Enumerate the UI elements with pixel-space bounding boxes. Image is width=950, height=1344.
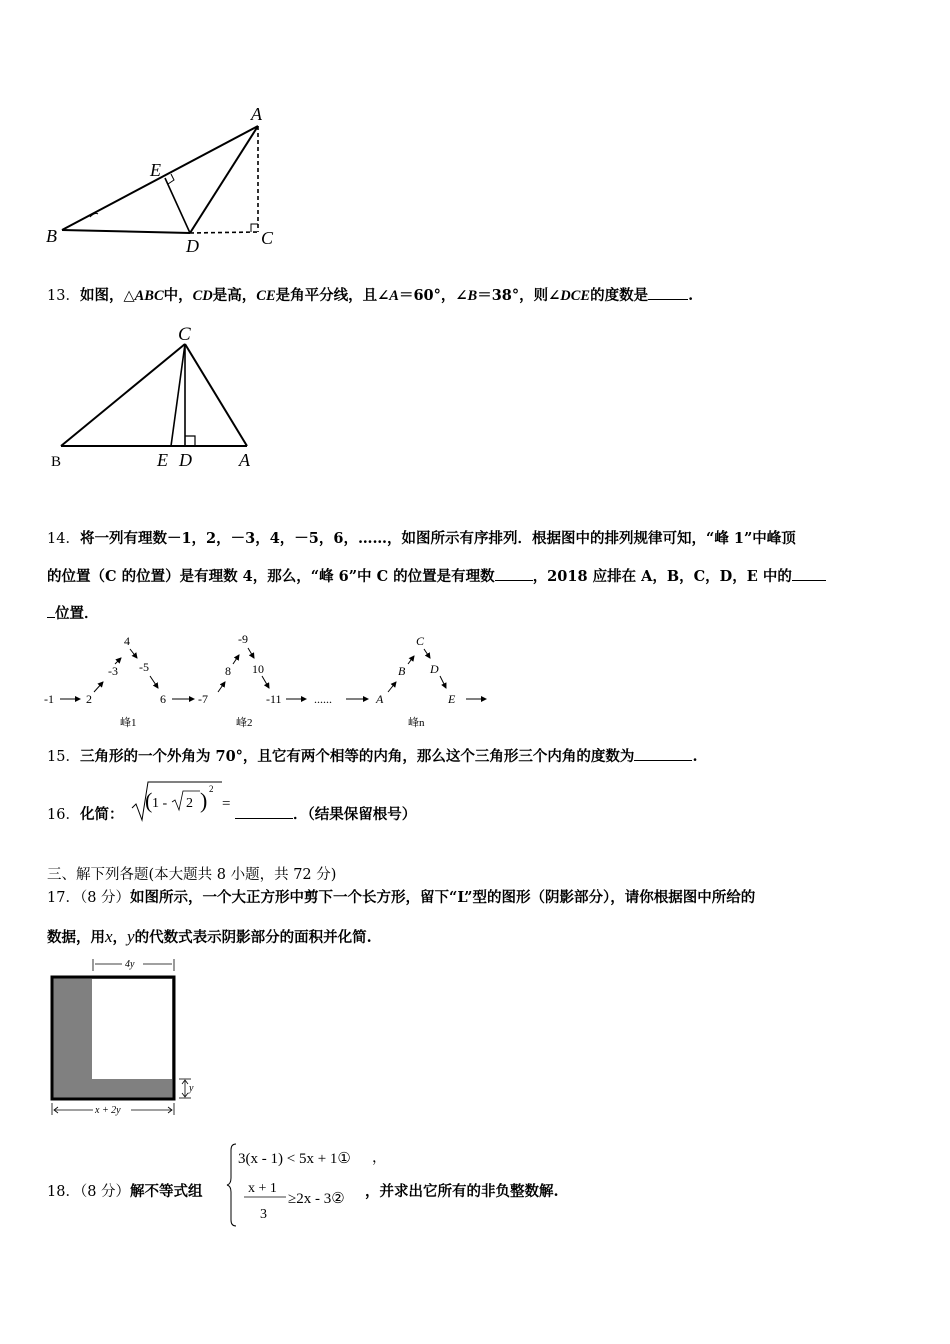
question-16-tail xyxy=(235,804,416,826)
fig14-p1-4: 4 xyxy=(124,634,130,648)
question-17-line-2 xyxy=(47,926,372,949)
fig14-pn-a: A xyxy=(376,692,384,706)
question-18-tail: ，并求出它所有的非负整数解. xyxy=(365,1183,559,1200)
fig12-label-d: D xyxy=(186,236,199,256)
fig13-label-a: A xyxy=(239,450,250,470)
q13-text-5: ＝60°，∠ xyxy=(398,287,468,304)
fig14-caption-2: 峰2 xyxy=(236,717,253,729)
q13-ce: CE xyxy=(256,288,276,304)
q13-text-4: 是角平分线，且∠ xyxy=(275,287,390,304)
fig14-p2-n11: -11 xyxy=(266,692,282,706)
fig12-label-b: B xyxy=(46,226,57,246)
q14-answer-blank-2a xyxy=(792,566,826,581)
fig14-p1-6: 6 xyxy=(160,692,166,706)
q13-b: B xyxy=(467,288,478,304)
fig14-mid: -7 xyxy=(198,692,208,706)
q18-points: （8 分） xyxy=(79,1184,131,1200)
q18-fraction-num: x + 1 xyxy=(248,1181,277,1196)
q13-text-7: 的度数是 xyxy=(590,287,649,304)
fig17-right-label: y xyxy=(189,1083,194,1094)
q18-inequality-2-rhs: ≥2x - 3② xyxy=(288,1191,345,1207)
fig12-label-c: C xyxy=(261,228,274,248)
q13-abc: ABC xyxy=(134,288,164,304)
q15-end: . xyxy=(692,748,698,765)
question-17-line-1 xyxy=(47,887,755,909)
q18-inequality-system xyxy=(226,1140,386,1230)
question-14-line-1 xyxy=(47,528,796,550)
fig13-label-d: D xyxy=(179,450,192,470)
fig14-dots: ...... xyxy=(314,692,332,706)
question-18-label xyxy=(47,1181,203,1203)
q16-label: 化简： xyxy=(79,806,124,823)
fig13-label-b: B xyxy=(51,454,62,470)
q16-number: 16． xyxy=(47,807,80,823)
question-16 xyxy=(47,804,123,826)
q15-number: 15． xyxy=(47,749,80,765)
q13-text-2: 中， xyxy=(163,287,193,304)
fig14-p1-n3: -3 xyxy=(108,664,118,678)
q18-ineq1-tail: ， xyxy=(372,1150,387,1166)
q17-points: （8 分） xyxy=(79,890,131,906)
q14-line-2b: ，2018 应排在 A，B，C，D，E 中的 xyxy=(532,568,792,585)
fig14-caption-1: 峰1 xyxy=(120,717,137,729)
fig14-start: -1 xyxy=(44,692,54,706)
q13-cd: CD xyxy=(192,288,213,304)
q18-fraction-den: 3 xyxy=(260,1207,267,1222)
q17-y: y xyxy=(127,927,135,946)
q16-tail: ．（结果保留根号） xyxy=(293,806,417,823)
svg-text:): ) xyxy=(200,788,208,813)
question-14-line-3 xyxy=(47,603,99,625)
q18-inequality-1: 3(x - 1) < 5x + 1① xyxy=(238,1151,351,1167)
fig14-pn-e: E xyxy=(448,692,456,706)
fig14-p1-n5: -5 xyxy=(139,660,149,674)
question-13 xyxy=(47,285,693,307)
fig17-top-label: 4y xyxy=(125,959,135,970)
q14-line-3: 位置． xyxy=(55,605,99,622)
q16-radical-expression xyxy=(128,778,238,824)
q14-answer-blank-2b xyxy=(47,603,55,618)
q13-text-6: ＝38°，则∠ xyxy=(477,287,561,304)
q16-exponent: 2 xyxy=(209,784,214,794)
q13-dce: DCE xyxy=(560,288,591,304)
svg-text:(: ( xyxy=(145,788,153,813)
figure-17-l-shape xyxy=(45,955,205,1120)
q13-end: . xyxy=(688,287,694,304)
figure-13-triangle xyxy=(45,320,275,475)
q13-a: A xyxy=(389,288,399,304)
fig14-p2-8: 8 xyxy=(225,664,231,678)
fig17-bottom-label: x + 2y xyxy=(95,1105,121,1116)
q17-line-2b: 的代数式表示阴影部分的面积并化简. xyxy=(134,929,372,946)
q17-line-2a: 数据，用 xyxy=(47,929,105,946)
fig14-p2-10: 10 xyxy=(252,662,264,676)
q13-text-1: 如图，△ xyxy=(79,287,135,304)
q15-text: 三角形的一个外角为 70°，且它有两个相等的内角，那么这个三角形三个内角的度数为 xyxy=(79,748,635,765)
q16-inner: 1 - xyxy=(152,796,168,811)
fig13-label-c: C xyxy=(178,324,191,345)
fig14-pn-c: C xyxy=(416,634,425,648)
question-14-line-2 xyxy=(47,566,826,588)
fig12-label-a: A xyxy=(251,104,262,124)
q16-answer-blank xyxy=(235,804,293,819)
q16-equals: = xyxy=(222,796,231,812)
q14-answer-blank-1 xyxy=(495,566,533,581)
section-3-title: 三、解下列各题(本大题共 8 小题，共 72 分) xyxy=(47,867,337,883)
fig14-caption-n: 峰n xyxy=(408,717,425,729)
q16-sqrt2: 2 xyxy=(186,796,193,811)
fig13-label-e: E xyxy=(157,450,168,470)
q15-answer-blank xyxy=(634,746,692,761)
fig14-p2-n9: -9 xyxy=(238,632,248,646)
fig12-label-e: E xyxy=(150,160,161,180)
q17-x: x xyxy=(105,927,113,946)
q17-line-1: 如图所示，一个大正方形中剪下一个长方形，留下“L”型的图形（阴影部分），请你根据图中所给的 xyxy=(130,889,756,906)
q18-number: 18． xyxy=(47,1184,80,1200)
q17-number: 17． xyxy=(47,890,80,906)
question-15 xyxy=(47,746,698,768)
q14-number: 14． xyxy=(47,531,80,547)
q18-label: 解不等式组 xyxy=(130,1183,203,1200)
fig14-p1-2: 2 xyxy=(86,692,92,706)
q14-line-2a: 的位置（C 的位置）是有理数 4，那么，“峰 6”中 C 的位置是有理数 xyxy=(47,568,495,585)
q13-text-3: 是高， xyxy=(212,287,257,304)
q13-answer-blank xyxy=(648,285,688,300)
figure-14-peaks xyxy=(40,628,500,733)
figure-12-triangle xyxy=(40,100,290,260)
q13-number: 13． xyxy=(47,288,80,304)
q14-line-1: 将一列有理数－1，2，－3，4，－5，6，……，如图所示有序排列．根据图中的排列规律可知，“峰 1”中峰顶 xyxy=(79,530,796,547)
fig14-pn-b: B xyxy=(398,664,406,678)
fig14-pn-d: D xyxy=(430,662,439,676)
q17-comma: ， xyxy=(112,929,128,946)
